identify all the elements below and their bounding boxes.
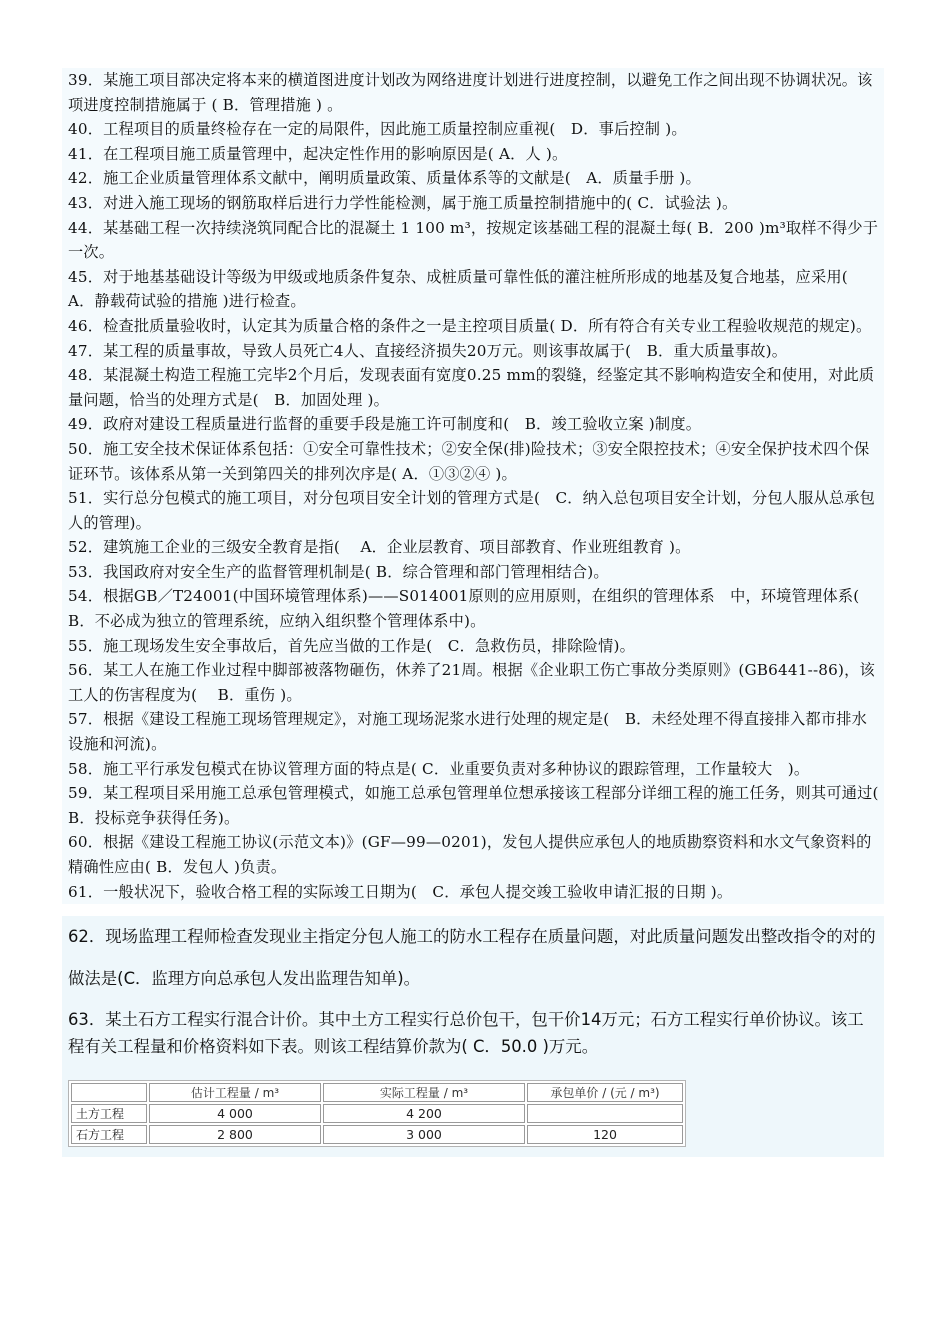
table-header-cell: 估计工程量 / m³ bbox=[149, 1083, 321, 1102]
table-header-cell bbox=[71, 1083, 147, 1102]
question-40: 40．工程项目的质量终检存在一定的局限件，因此施工质量控制应重视( D．事后控制 )。 bbox=[68, 120, 687, 139]
question-63-block bbox=[62, 1000, 884, 1066]
question-56: 56．某工人在施工作业过程中脚部被落物砸伤，休养了21周。根据《企业职工伤亡事故分类原则》(GB6441--86)，该工人的伤害程度为( B．重伤 )。 bbox=[68, 661, 875, 704]
question-59: 59．某工程项目采用施工总承包管理模式，如施工总承包管理单位想承接该工程部分详细工程的施工任务，则其可通过( B．投标竞争获得任务)。 bbox=[68, 784, 895, 827]
question-44: 44．某基础工程一次持续浇筑同配合比的混凝土 1 100 m³，按规定该基础工程的混凝土每( B．200 )m³取样不得少于一次。 bbox=[68, 218, 879, 262]
table-cell: 石方工程 bbox=[71, 1125, 147, 1144]
table-header-cell: 承包单价 / (元 / m³) bbox=[527, 1083, 683, 1102]
question-39: 39．某施工项目部决定将本来的横道图进度计划改为网络进度计划进行进度控制，以避免工作之间出现不协调状况。该项进度控制措施属于 ( B．管理措施 ) 。 bbox=[68, 71, 873, 114]
question-41: 41．在工程项目施工质量管理中，起决定性作用的影响原因是( A．人 )。 bbox=[68, 144, 568, 163]
question-61: 61．一般状况下，验收合格工程的实际竣工日期为( C．承包人提交竣工验收申请汇报的日期 )。 bbox=[68, 882, 733, 901]
table-cell: 4 200 bbox=[323, 1104, 525, 1123]
question-47: 47．某工程的质量事故，导致人员死亡4人、直接经济损失20万元。则该事故属于( B．重大质量事故)。 bbox=[68, 341, 788, 360]
question-53: 53．我国政府对安全生产的监督管理机制是( B．综合管理和部门管理相结合)。 bbox=[68, 562, 609, 581]
table-cell: 120 bbox=[527, 1125, 683, 1144]
question-57: 57．根据《建设工程施工现场管理规定》，对施工现场泥浆水进行处理的规定是( B．未经处理不得直接排入都市排水设施和河流)。 bbox=[68, 710, 867, 754]
table-cell: 3 000 bbox=[323, 1125, 525, 1144]
question-54: 54．根据GB／T24001(中国环境管理体系)——S014001原则的应用原则，在组织的管理体系 中，环境管理体系( B．不必成为独立的管理系统，应纳入组织整个管理体系中)。 bbox=[68, 587, 875, 631]
table-cell: 2 800 bbox=[149, 1125, 321, 1144]
question-60: 60．根据《建设工程施工协议(示范文本)》(GF—99—0201)，发包人提供应承包人的地质勘察资料和水文气象资料的精确性应由( B．发包人 )负责。 bbox=[68, 833, 872, 876]
question-62-block bbox=[62, 916, 884, 1000]
question-62: 62．现场监理工程师检查发现业主指定分包人施工的防水工程存在质量问题，对此质量问题发出整改指令的对的做法是(C．监理方向总承包人发出监理告知单)。 bbox=[68, 927, 876, 989]
question-43: 43．对进入施工现场的钢筋取样后进行力学性能检测，属于施工质量控制措施中的( C．试验法 )。 bbox=[68, 193, 738, 212]
table-cell: 土方工程 bbox=[71, 1104, 147, 1123]
question-50: 50．施工安全技术保证体系包括：①安全可靠性技术；②安全保(排)险技术；③安全限控技术；④安全保护技术四个保证环节。该体系从第一关到第四关的排列次序是( A．①③②④ )。 bbox=[68, 439, 870, 483]
price-table bbox=[68, 1080, 686, 1147]
question-52: 52．建筑施工企业的三级安全教育是指( A．企业层教育、项目部教育、作业班组教育 )。 bbox=[68, 538, 691, 557]
question-63: 63．某土石方工程实行混合计价。其中土方工程实行总价包干，包干价14万元；石方工程实行单价协议。该工程有关工程量和价格资料如下表。则该工程结算价款为( C．50.0 )万元。 bbox=[68, 1010, 864, 1057]
question-list bbox=[62, 68, 895, 904]
question-46: 46．检查批质量验收时，认定其为质量合格的条件之一是主控项目质量( D．所有符合有关专业工程验收规范的规定)。 bbox=[68, 316, 872, 335]
question-55: 55．施工现场发生安全事故后，首先应当做的工作是( C．急救伤员，排除险情)。 bbox=[68, 636, 635, 655]
table-row bbox=[71, 1125, 683, 1144]
question-48: 48．某混凝土构造工程施工完毕2个月后，发现表面有宽度0.25 mm的裂缝，经鉴定其不影响构造安全和使用，对此质量问题，恰当的处理方式是( B．加固处理 )。 bbox=[68, 366, 875, 409]
table-row bbox=[71, 1104, 683, 1123]
table-cell bbox=[527, 1104, 683, 1123]
question-51: 51．实行总分包模式的施工项目，对分包项目安全计划的管理方式是( C．纳入总包项目安全计划，分包人服从总承包人的管理)。 bbox=[68, 489, 876, 532]
price-table-block bbox=[62, 1066, 884, 1157]
table-header-row bbox=[71, 1083, 683, 1102]
table-cell: 4 000 bbox=[149, 1104, 321, 1123]
question-42: 42．施工企业质量管理体系文献中，阐明质量政策、质量体系等的文献是( A．质量手册 )。 bbox=[68, 169, 701, 188]
question-58: 58．施工平行承发包模式在协议管理方面的特点是( C．业重要负责对多种协议的跟踪管理，工作量较大 )。 bbox=[68, 759, 810, 778]
table-header-cell: 实际工程量 / m³ bbox=[323, 1083, 525, 1102]
document-page bbox=[62, 68, 895, 1157]
question-49: 49．政府对建设工程质量进行监督的重要手段是施工许可制度和( B．竣工验收立案 )制度。 bbox=[68, 415, 702, 434]
question-45: 45．对于地基基础设计等级为甲级或地质条件复杂、成桩质量可靠性低的灌注桩所形成的地基及复合地基，应采用( A．静载荷试验的措施 )进行检查。 bbox=[68, 267, 864, 311]
